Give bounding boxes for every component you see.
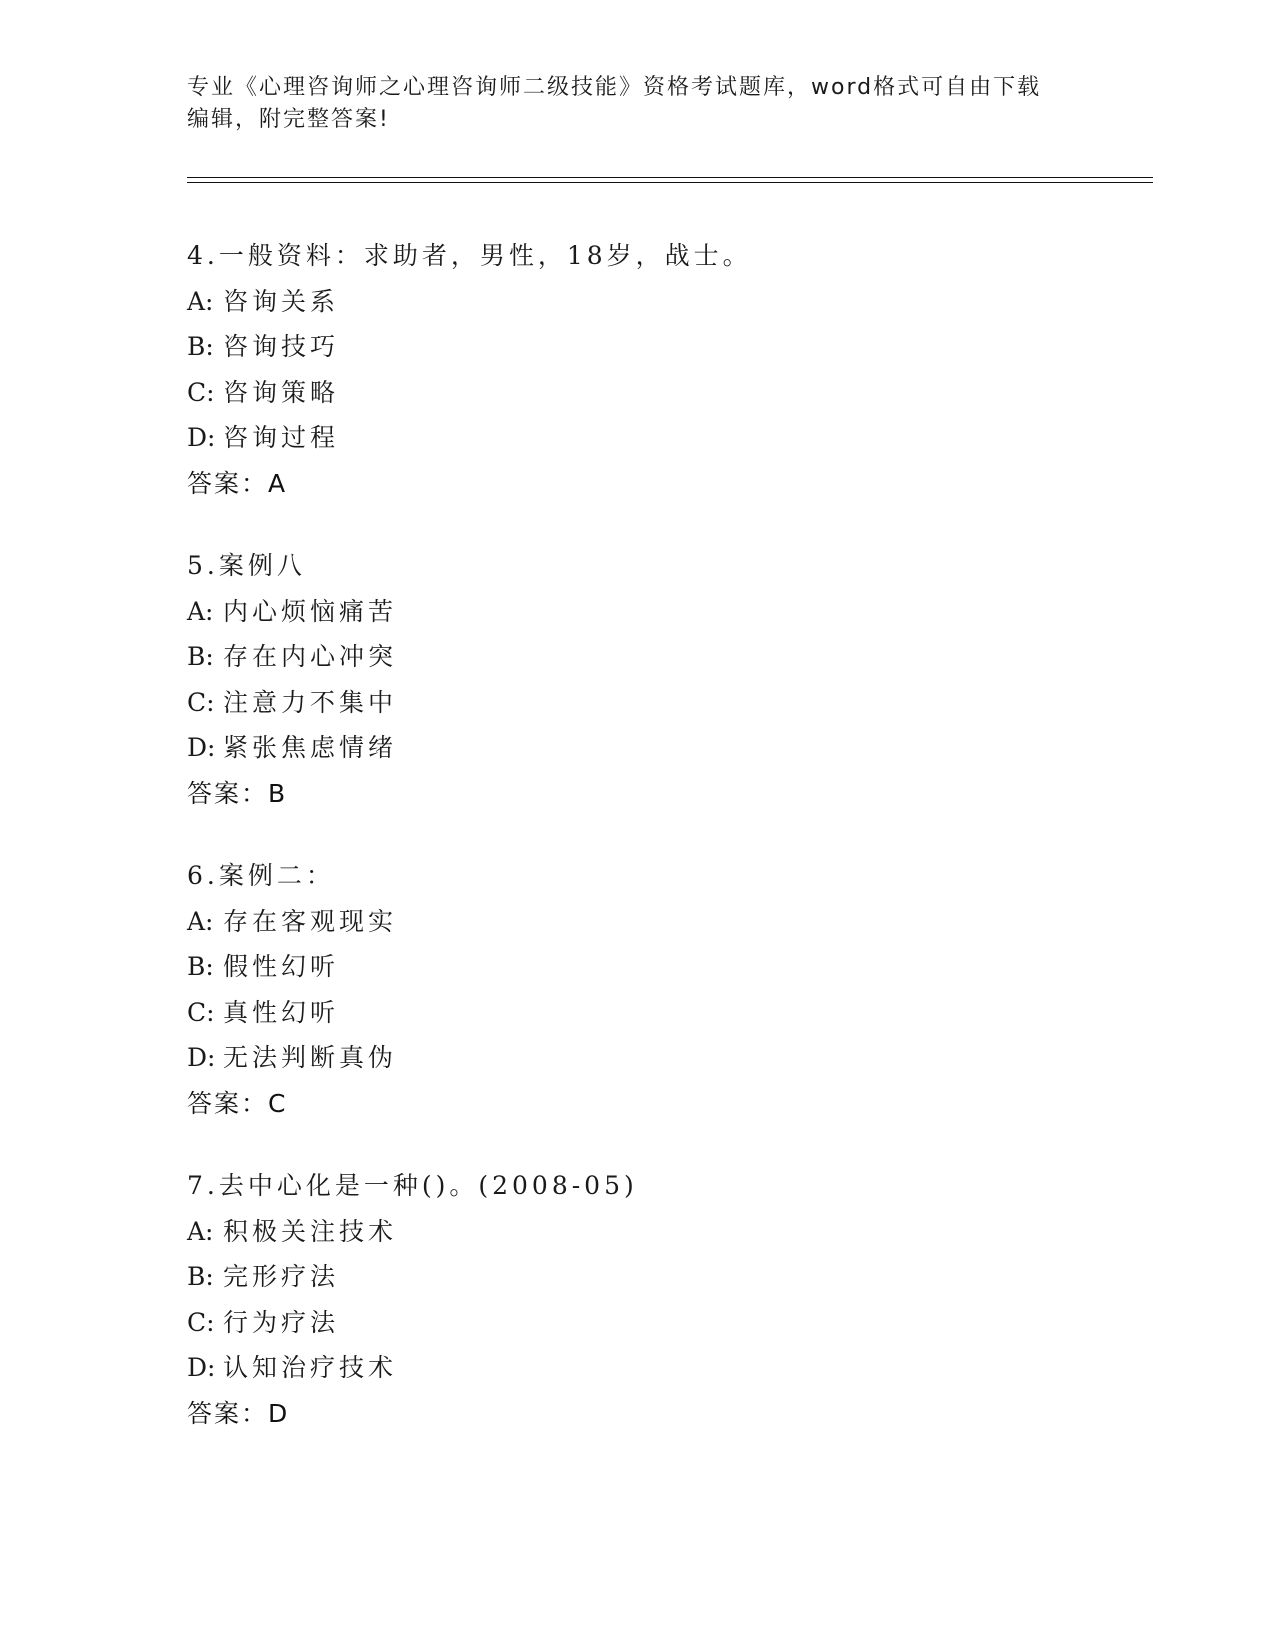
option-a <box>187 902 1087 948</box>
option-c <box>187 683 1087 729</box>
option-a <box>187 1212 1087 1258</box>
option-letter: B: <box>187 952 214 981</box>
option-c <box>187 373 1087 419</box>
option-letter: C: <box>187 997 215 1027</box>
option-text: 无法判断真伪 <box>223 1043 398 1072</box>
option-letter: B: <box>187 332 214 361</box>
answer-line: 答案：A <box>187 468 288 498</box>
option-text: 存在客观现实 <box>223 906 398 936</box>
option-c <box>187 993 1087 1039</box>
option-text: 存在内心冲突 <box>223 642 398 671</box>
question-7 <box>187 1166 1087 1439</box>
option-text: 完形疗法 <box>223 1262 340 1291</box>
option-text: 假性幻听 <box>223 952 340 981</box>
option-text: 积极关注技术 <box>223 1216 398 1246</box>
header-divider-bottom <box>187 182 1153 183</box>
option-text: 认知治疗技术 <box>223 1353 398 1382</box>
option-d <box>187 418 1087 464</box>
document-header <box>187 72 1087 136</box>
option-letter: B: <box>187 1262 214 1291</box>
option-b <box>187 1257 1087 1303</box>
option-letter: B: <box>187 642 214 671</box>
option-text: 注意力不集中 <box>223 687 398 717</box>
option-text: 咨询关系 <box>223 286 340 316</box>
question-4 <box>187 236 1087 509</box>
question-list <box>187 236 1087 1476</box>
option-letter: C: <box>187 377 215 407</box>
option-letter: C: <box>187 687 215 717</box>
option-letter: D: <box>187 1353 216 1382</box>
option-a <box>187 282 1087 328</box>
option-letter: D: <box>187 423 216 452</box>
answer-line: 答案：D <box>187 1398 290 1428</box>
option-text: 内心烦恼痛苦 <box>223 596 398 626</box>
option-d <box>187 728 1087 774</box>
question-stem: 6.案例二： <box>187 861 335 890</box>
answer-line: 答案：C <box>187 1088 288 1118</box>
option-text: 紧张焦虑情绪 <box>223 733 398 762</box>
option-text: 咨询策略 <box>223 377 340 407</box>
option-letter: A: <box>187 286 214 316</box>
answer-line: 答案：B <box>187 778 288 808</box>
option-letter: D: <box>187 733 216 762</box>
option-text: 咨询技巧 <box>223 332 340 361</box>
question-stem: 7.去中心化是一种()。(2008-05) <box>187 1171 638 1200</box>
option-text: 真性幻听 <box>223 997 340 1027</box>
option-b <box>187 947 1087 993</box>
header-line-2: 编辑，附完整答案! <box>187 107 390 132</box>
question-5 <box>187 546 1087 819</box>
question-stem: 5.案例八 <box>187 551 306 580</box>
option-b <box>187 327 1087 373</box>
question-stem: 4.一般资料：求助者，男性，18岁，战士。 <box>187 241 752 270</box>
question-6 <box>187 856 1087 1129</box>
option-a <box>187 592 1087 638</box>
option-b <box>187 637 1087 683</box>
option-d <box>187 1348 1087 1394</box>
option-letter: D: <box>187 1043 216 1072</box>
option-c <box>187 1303 1087 1349</box>
option-text: 行为疗法 <box>223 1307 340 1337</box>
header-divider-top <box>187 177 1153 178</box>
option-letter: A: <box>187 1216 214 1246</box>
option-letter: A: <box>187 906 214 936</box>
header-line-1: 专业《心理咨询师之心理咨询师二级技能》资格考试题库，word格式可自由下载 <box>187 75 1042 100</box>
option-letter: A: <box>187 596 214 626</box>
option-text: 咨询过程 <box>223 423 340 452</box>
option-letter: C: <box>187 1307 215 1337</box>
option-d <box>187 1038 1087 1084</box>
